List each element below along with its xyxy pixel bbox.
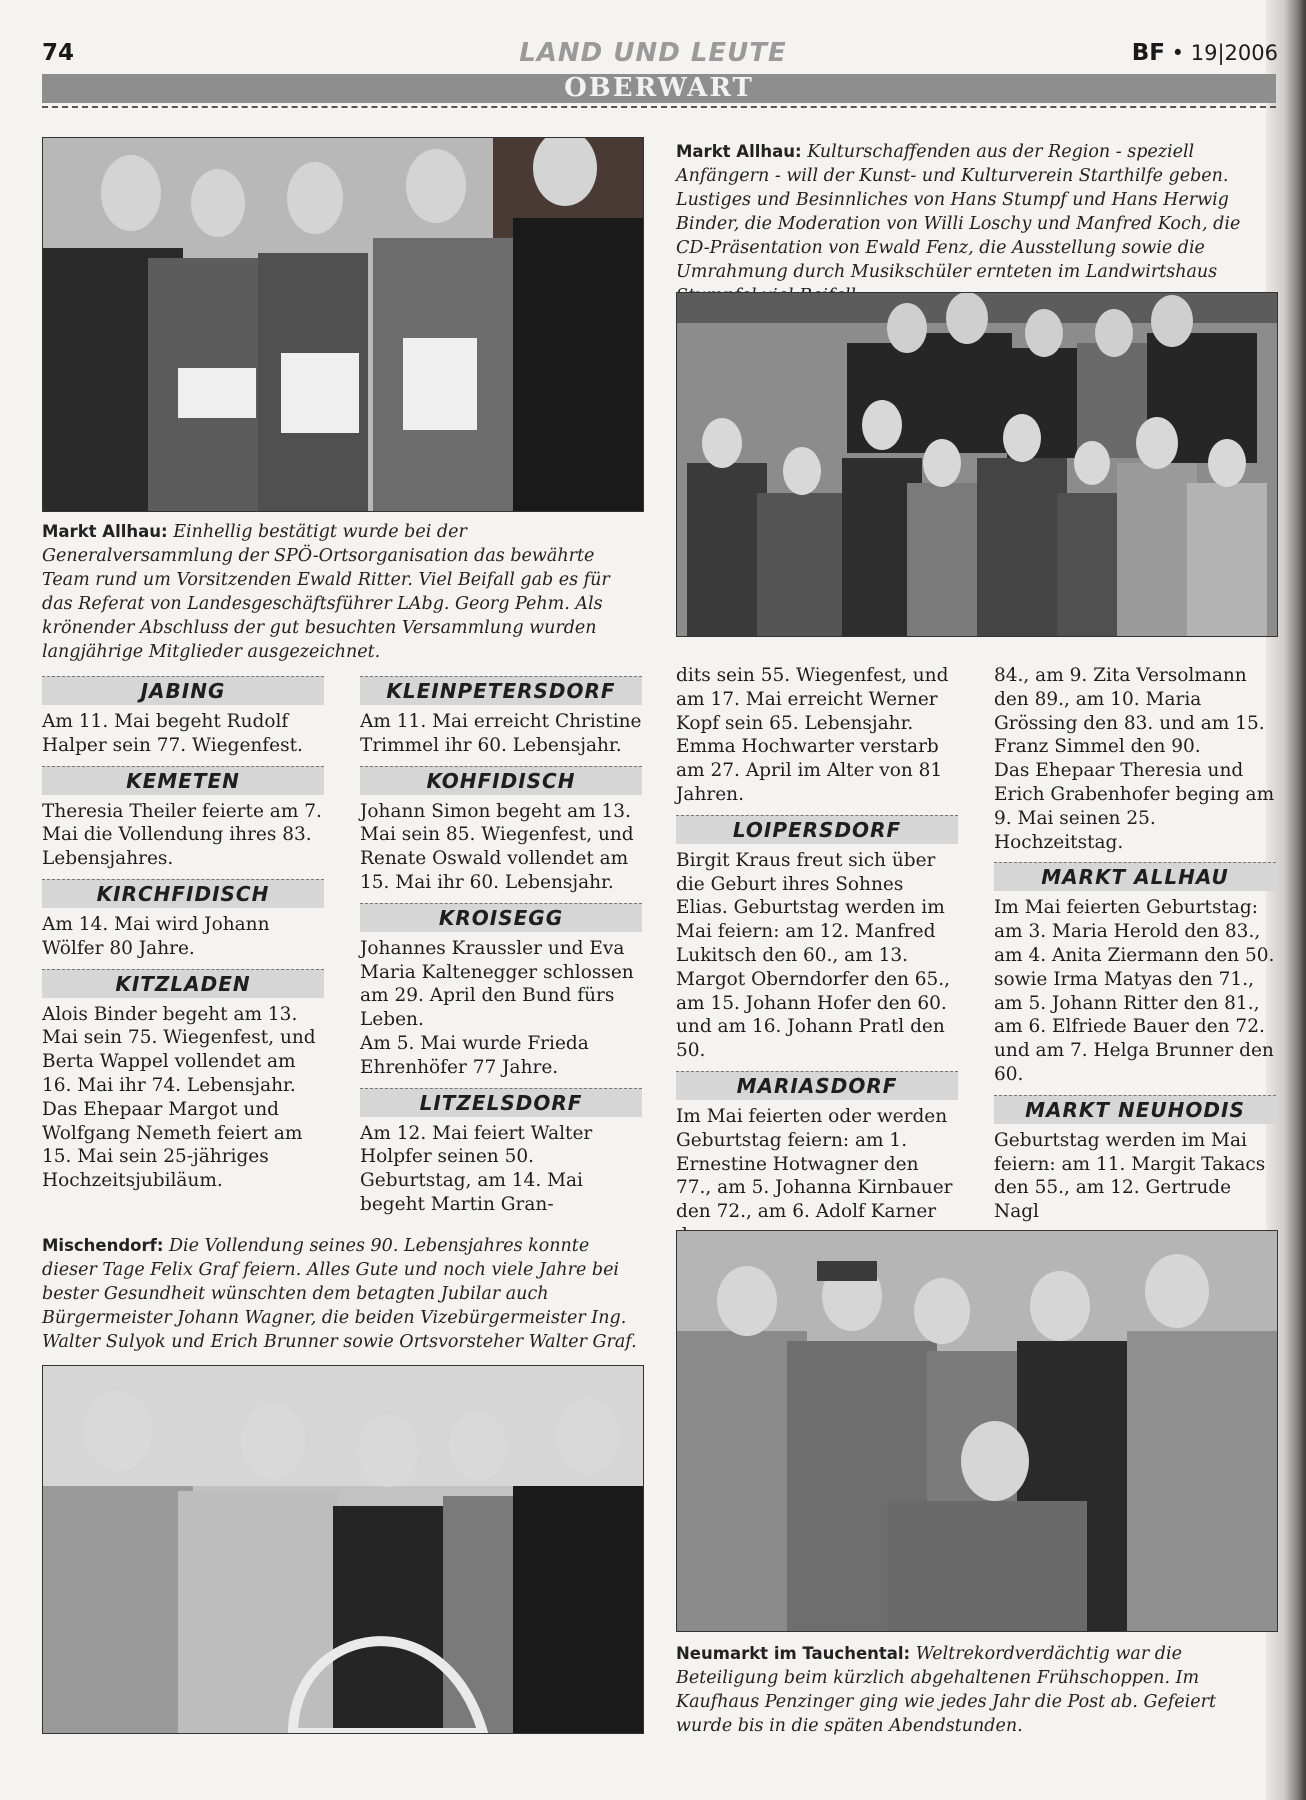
text-markt-neuhodis: Geburtstag werden im Mai feiern: am 11. Margit Takacs den 55., am 12. Gertrude Nagl <box>994 1129 1266 1223</box>
text-grabenhofer: Das Ehepaar Theresia und Erich Grabenhofer beging am 9. Mai seinen 25. Hochzeitstag. <box>994 760 1275 853</box>
text-kroisegg-2: Am 5. Mai wurde Frieda Ehrenhöfer 77 Jahre. <box>360 1032 589 1078</box>
photo-fruehschoppen-figures <box>677 1231 1277 1631</box>
text-mariasdorf-cont: 84., am 9. Zita Versolmann den 89., am 10. Maria Grössing den 83. und am 15. Franz Simmel den 90. <box>994 665 1265 758</box>
caption-bottom-right-text: Weltrekordverdächtig war die Beteiligung beim kürzlich abgehaltenen Frühschoppen. Im Kaufhaus Penzinger ging wie jedes Jahr die Post ab. Gefeiert wurde bis in die späten Abendstunden. <box>676 1644 1217 1736</box>
photo-felix-graf-birthday <box>42 1365 644 1734</box>
column-1 <box>42 676 324 1193</box>
caption-top-left-text: Einhellig bestätigt wurde bei der Generalversammlung der SPÖ-Ortsorganisation das bewährte Team rund um Vorsitzenden Ewald Ritter. Viel Beifall gab es für das Referat von Landesgeschäftsführer LAbg. Georg Pehm. Als krönender Abschluss der gut besuchten Versammlung wurden langjährige Mitglieder ausgezeichnet. <box>42 522 610 662</box>
heading-kleinpetersdorf: KLEINPETERSDORF <box>360 676 642 705</box>
column-3 <box>676 664 958 1248</box>
heading-mariasdorf: MARIASDORF <box>676 1071 958 1100</box>
caption-bottom-left <box>42 1234 642 1354</box>
heading-kirchfidisch: KIRCHFIDISCH <box>42 879 324 908</box>
caption-top-right-place: Markt Allhau: <box>676 142 802 161</box>
text-litzelsdorf-cont: dits sein 55. Wiegenfest, und am 17. Mai erreicht Werner Kopf sein 65. Lebensjahr. <box>676 665 949 734</box>
photo-spoe-meeting-figures <box>43 138 643 511</box>
magazine-name: BF <box>1131 40 1165 66</box>
text-mariasdorf: Im Mai feierten oder werden Geburtstag feiern: am 1. Ernestine Hotwagner den 77., am 5. Johanna Kirnbauer den 72., am 6. Adolf Karner <box>676 1105 953 1223</box>
text-hochwarter: Emma Hochwarter verstarb am 27. April im Alter von 81 Jahren. <box>676 736 943 805</box>
text-kohfidisch: Johann Simon begeht am 13. Mai sein 85. Wiegenfest, und Renate Oswald vollendet am 15. Mai ihr 60. Lebensjahr. <box>360 800 634 893</box>
text-markt-allhau: Im Mai feierten Geburtstag: am 3. Maria Herold den 83., am 4. Anita Ziermann den 50. sowie Irma Matyas den 71., am 5. Johann Ritter den 81., am 6. Elfriede Bauer den 72. und am 7. Helga Brunner den 60. <box>994 897 1275 1085</box>
caption-top-left-place: Markt Allhau: <box>42 522 168 541</box>
text-kirchfidisch: Am 14. Mai wird Johann Wölfer 80 Jahre. <box>42 913 270 959</box>
heading-kroisegg: KROISEGG <box>360 903 642 932</box>
text-loipersdorf: Birgit Kraus freut sich über die Geburt ihres Sohnes Elias. Geburtstag werden im Mai feiern: am 12. Manfred Lukitsch den 60., am 13. Margot Oberndorfer den 65., am 15. Johann Hofer den 60. und am 16. Johann Pratl den 50. <box>676 849 951 1062</box>
column-4 <box>994 664 1276 1224</box>
column-2 <box>360 676 642 1217</box>
heading-markt-neuhodis: MARKT NEUHODIS <box>994 1095 1276 1124</box>
heading-kitzladen: KITZLADEN <box>42 969 324 998</box>
photo-spoe-meeting <box>42 137 644 512</box>
text-kitzladen-2: Das Ehepaar Margot und Wolfgang Nemeth feiert am 15. Mai sein 25-jähriges Hochzeitsjubiläum. <box>42 1098 303 1192</box>
caption-top-left <box>42 520 642 664</box>
text-jabing: Am 11. Mai begeht Rudolf Halper sein 77. Wiegenfest. <box>42 711 303 756</box>
section-title: LAND UND LEUTE <box>519 38 787 68</box>
page-number: 74 <box>42 40 75 66</box>
heading-markt-allhau: MARKT ALLHAU <box>994 862 1276 891</box>
photo-kulturverein-figures <box>677 293 1277 636</box>
heading-kohfidisch: KOHFIDISCH <box>360 766 642 795</box>
heading-jabing: JABING <box>42 676 324 705</box>
text-kitzladen-1: Alois Binder begeht am 13. Mai sein 75. Wiegenfest, und Berta Wappel vollendet am 16. Mai ihr 74. Lebensjahr. <box>42 1003 316 1096</box>
caption-top-right <box>676 140 1276 308</box>
issue-separator: • <box>1171 41 1185 65</box>
header-dashed-rule <box>42 106 1276 108</box>
issue-number: 19|2006 <box>1190 41 1278 65</box>
photo-felix-graf-figures <box>43 1366 643 1733</box>
caption-top-right-text: Kulturschaffenden aus der Region - speziell Anfängern - will der Kunst- und Kulturverein Starthilfe geben. Lustiges und Besinnliches von Hans Stumpf und Hans Herwig Binder, die Moderation von Willi Loschy und Manfred Koch, die CD-Präsentation von Ewald Fenz, die Ausstellung sowie die Umrahmung durch Musikschüler ernteten im Landwirtshaus <box>676 142 1241 282</box>
caption-bottom-left-text: Die Vollendung seines 90. Lebensjahres konnte dieser Tage Felix Graf feiern. Alles Gute und noch viele Jahre bei bester Gesundheit wünschten dem betagten Jubilar auch Bürgermeister Johann Wagner, die beiden Vizebürgermeister Ing. Walter Sulyok und Erich Brunner sowie Ortsvorsteher Walter Graf. <box>42 1236 637 1352</box>
text-kroisegg-1: Johannes Kraussler und Eva Maria Kaltenegger schlossen am 29. April den Bund fürs Leben. <box>360 937 634 1031</box>
text-kemeten: Theresia Theiler feierte am 7. Mai die Vollendung ihres 83. Lebensjahres. <box>42 800 322 870</box>
heading-kemeten: KEMETEN <box>42 766 324 795</box>
caption-bottom-left-place: Mischendorf: <box>42 1236 164 1255</box>
photo-kulturverein-group <box>676 292 1278 637</box>
photo-fruehschoppen <box>676 1230 1278 1632</box>
caption-bottom-right-place: Neumarkt im Tauchental: <box>676 1644 911 1663</box>
heading-litzelsdorf: LITZELSDORF <box>360 1088 642 1117</box>
region-bar: OBERWART <box>42 74 1276 103</box>
text-litzelsdorf: Am 12. Mai feiert Walter Holpfer seinen 50. Geburtstag, am 14. Mai begeht Martin Gran- <box>360 1122 593 1215</box>
heading-loipersdorf: LOIPERSDORF <box>676 815 958 844</box>
text-kleinpetersdorf: Am 11. Mai erreicht Christine Trimmel ihr 60. Lebensjahr. <box>360 711 642 756</box>
caption-bottom-right <box>676 1642 1276 1738</box>
issue-label <box>1132 40 1278 66</box>
